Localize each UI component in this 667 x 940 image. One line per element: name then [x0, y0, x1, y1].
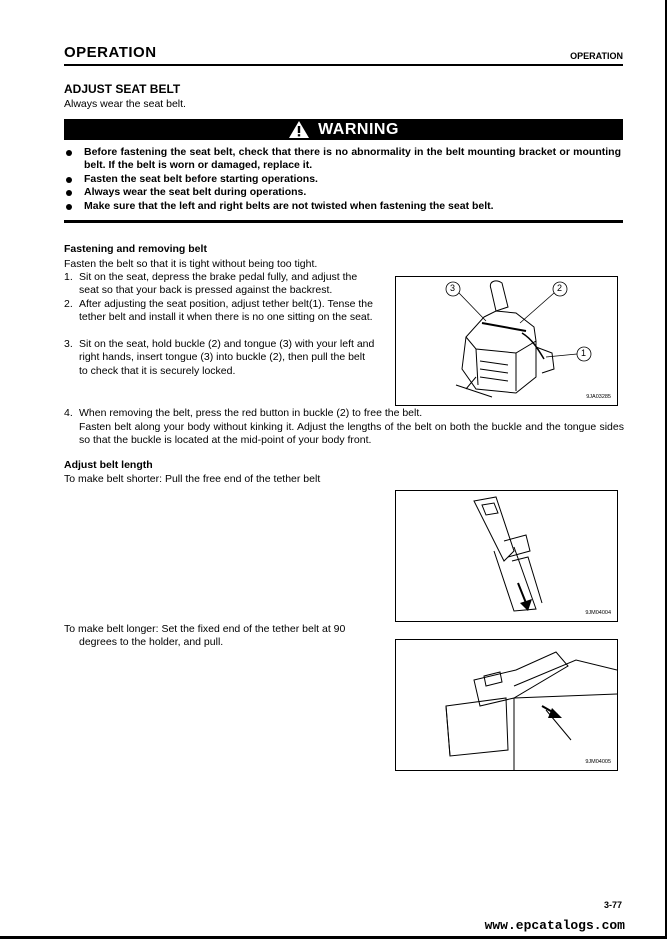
step-number: 2. — [64, 298, 73, 310]
step-number: 4. — [64, 407, 73, 419]
step-3 — [64, 338, 376, 378]
adjust-length-title: Adjust belt length — [64, 459, 153, 471]
section-title: ADJUST SEAT BELT — [64, 82, 181, 96]
section-intro: Always wear the seat belt. — [64, 98, 186, 110]
fastening-intro: Fasten the belt so that it is tight without being too tight. — [64, 258, 318, 270]
longer-text-content: To make belt longer: Set the fixed end of the tether belt at 90 degrees to the holder, and pull. — [64, 623, 346, 648]
callout-3: 3 — [450, 283, 456, 293]
warning-item: Always wear the seat belt during operations. — [64, 186, 621, 199]
step-4-note: Fasten belt along your body without kinking it. Adjust the lengths of the belt on both the buckle and the tongue sides so that the buckle is located at the mid-point of your body front. — [79, 421, 624, 446]
step-number: 1. — [64, 271, 73, 283]
header-chapter: OPERATION — [570, 51, 623, 61]
shorter-text: To make belt shorter: Pull the free end of the tether belt — [64, 473, 321, 485]
warning-label: WARNING — [318, 120, 399, 138]
lengthen-illustration — [396, 640, 617, 770]
step-text: After adjusting the seat position, adjust tether belt(1). Tense the tether belt and install it when there is no one sitting on the seat. — [79, 298, 373, 324]
callout-2: 2 — [557, 283, 563, 293]
step-2 — [64, 298, 376, 325]
header-rule — [64, 64, 623, 66]
callouts — [446, 282, 591, 361]
shorten-illustration — [396, 491, 617, 621]
callout-1: 1 — [581, 348, 587, 358]
step-text: When removing the belt, press the red button in buckle (2) to free the belt. — [79, 407, 423, 419]
longer-text — [64, 623, 382, 649]
warning-rule — [64, 220, 623, 223]
warning-item: Fasten the seat belt before starting operations. — [64, 173, 621, 186]
step-number: 3. — [64, 338, 73, 350]
seat-illustration — [396, 277, 617, 405]
warning-list — [64, 146, 621, 213]
warning-banner — [64, 119, 623, 140]
shorten-belt-figure — [395, 490, 618, 622]
page-number: 3-77 — [603, 900, 622, 910]
warning-item: Make sure that the left and right belts are not twisted when fastening the seat belt. — [64, 200, 621, 213]
warning-triangle-icon — [288, 120, 310, 139]
step-text: Sit on the seat, hold buckle (2) and tongue (3) with your left and right hands, insert tongue (3) into buckle (2), then pull the belt to check that it is securely locked. — [79, 338, 375, 377]
figure-code: 9JM04005 — [585, 759, 611, 765]
header-title: OPERATION — [64, 44, 157, 61]
figure-code: 9JA03285 — [586, 394, 611, 400]
lengthen-belt-figure — [395, 639, 618, 771]
warning-item: Before fastening the seat belt, check that there is no abnormality in the belt mounting bracket or mounting belt. If the belt is worn or damaged, replace it. — [64, 146, 621, 173]
step-text: Sit on the seat, depress the brake pedal fully, and adjust the seat so that your back is pressed against the backrest. — [79, 271, 358, 297]
step-4 — [64, 407, 624, 420]
website-link[interactable]: www.epcatalogs.com — [484, 918, 625, 933]
figure-code: 9JM04004 — [585, 610, 611, 616]
seat-belt-figure — [395, 276, 618, 406]
step-1 — [64, 271, 376, 298]
fastening-title: Fastening and removing belt — [64, 243, 207, 255]
